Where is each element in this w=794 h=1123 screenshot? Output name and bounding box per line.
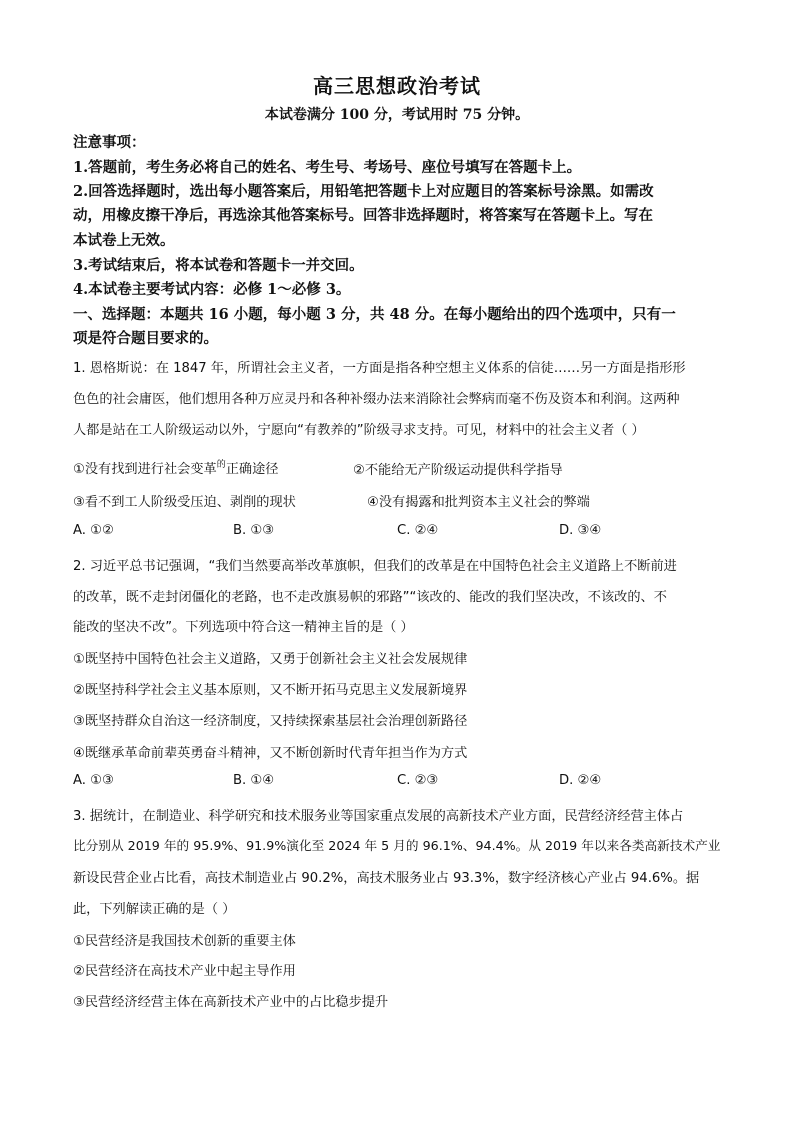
q3-stem-line-1: 3. 据统计，在制造业、科学研究和技术服务业等国家重点发展的高新技术产业方面，民营经济经营主体占	[73, 809, 684, 824]
q3-stem-line-3: 新设民营企业占比看，高技术制造业占 90.2%，高技术服务业占 93.3%，数字经济核心产业占 94.6%。据	[73, 871, 700, 886]
q3-statement-2: ②民营经济在高技术产业中起主导作用	[73, 964, 296, 979]
notice-heading: 注意事项：	[73, 134, 146, 151]
notice-item-2: 2.回答选择题时，选出每小题答案后，用铅笔把答题卡上对应题目的答案标号涂黑。如需改	[73, 183, 654, 200]
q2-statement-4: ④既继承革命前辈英勇奋斗精神，又不断创新时代青年担当作为方式	[73, 746, 468, 761]
q1-stem-line-2: 色色的社会庸医，他们想用各种万应灵丹和各种补缀办法来消除社会弊病而毫不伤及资本和利润。这两种	[73, 392, 680, 407]
q1-statement-3: ③看不到工人阶级受压迫、剥削的现状	[73, 495, 296, 510]
q3-stem-line-4: 此，下列解读正确的是（ ）	[73, 902, 236, 917]
q3-statement-1: ①民营经济是我国技术创新的重要主体	[73, 934, 296, 949]
q1-option-a: A. ①②	[73, 523, 114, 538]
q1-option-b: B. ①③	[233, 523, 275, 538]
q2-option-b: B. ①④	[233, 773, 275, 788]
q2-stem-line-2: 的改革，既不走封闭僵化的老路，也不走改旗易帜的邪路”“该改的、能改的我们坚决改，不该改的、不	[73, 590, 667, 605]
q1-option-d: D. ③④	[559, 523, 602, 538]
notice-item-2-cont: 动，用橡皮擦干净后，再选涂其他答案标号。回答非选择题时，将答案写在答题卡上。写在	[73, 207, 653, 224]
q2-option-a: A. ①③	[73, 773, 114, 788]
notice-item-1: 1.答题前，考生务必将自己的姓名、考生号、考场号、座位号填写在答题卡上。	[73, 159, 582, 176]
q2-statement-3: ③既坚持群众自治这一经济制度，又持续探索基层社会治理创新路径	[73, 714, 468, 729]
q1-stem-line-3: 人都是站在工人阶级运动以外，宁愿向“有教养的”阶级寻求支持。可见，材料中的社会主义者（ ）	[73, 423, 645, 438]
section-heading-cont: 项是符合题目要求的。	[73, 330, 218, 347]
notice-item-2-end: 本试卷上无效。	[73, 232, 175, 249]
q2-statement-1: ①既坚持中国特色社会主义道路，又勇于创新社会主义社会发展规律	[73, 652, 468, 667]
q1-statement-4: ④没有揭露和批判资本主义社会的弊端	[367, 495, 590, 510]
q1-statement-2: ②不能给无产阶级运动提供科学指导	[353, 463, 563, 478]
q2-stem-line-3: 能改的坚决不改”。下列选项中符合这一精神主旨的是（ ）	[73, 620, 414, 635]
q1-statement-1: ①没有找到进行社会变革$^的$正确途径	[73, 460, 279, 477]
exam-subtitle: 本试卷满分 100 分，考试用时 75 分钟。	[264, 107, 530, 123]
q1-option-c: C. ②④	[397, 523, 439, 538]
q2-stem-line-1: 2. 习近平总书记强调，“我们当然要高举改革旗帜，但我们的改革是在中国特色社会主义道路上不断前进	[73, 559, 677, 574]
exam-title: 高三思想政治考试	[313, 74, 481, 98]
section-heading: 一、选择题：本题共 16 小题，每小题 3 分，共 48 分。在每小题给出的四个选项中，只有一	[73, 306, 676, 323]
q2-statement-2: ②既坚持科学社会主义基本原则，又不断开拓马克思主义发展新境界	[73, 683, 468, 698]
q1-stem-line-1: 1. 恩格斯说：在 1847 年，所谓社会主义者，一方面是指各种空想主义体系的信徒……另一方面是指形形	[73, 361, 686, 376]
notice-item-3: 3.考试结束后，将本试卷和答题卡一并交回。	[73, 257, 364, 274]
notice-item-4: 4.本试卷主要考试内容：必修 1～必修 3。	[73, 281, 351, 298]
q2-option-d: D. ②④	[559, 773, 602, 788]
q2-option-c: C. ②③	[397, 773, 439, 788]
q3-stem-line-2: 比分别从 2019 年的 95.9%、91.9%演化至 2024 年 5 月的 96.1%、94.4%。从 2019 年以来各类高新技术产业	[73, 838, 721, 853]
q3-statement-3: ③民营经济经营主体在高新技术产业中的占比稳步提升	[73, 995, 389, 1010]
